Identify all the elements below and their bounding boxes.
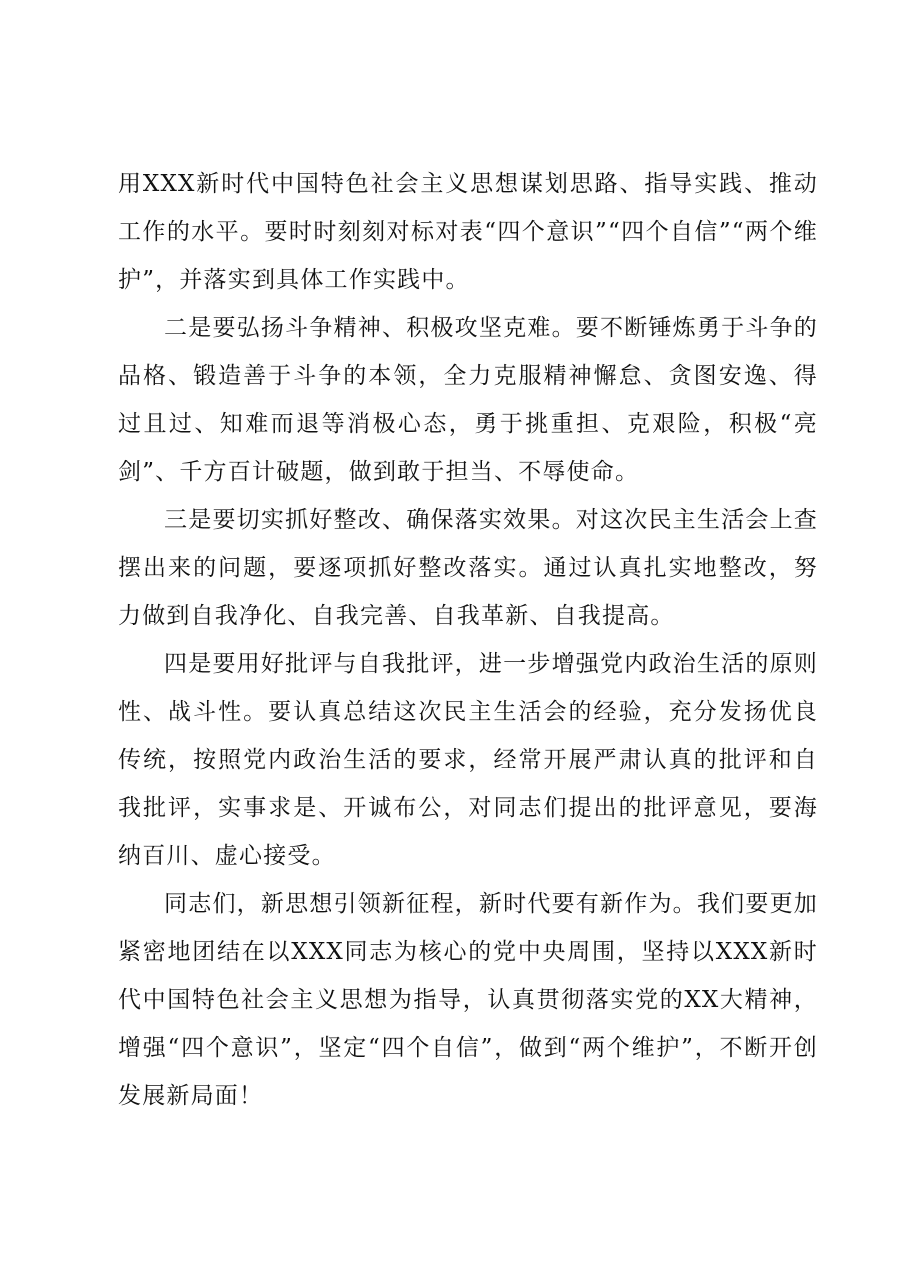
paragraph-continuation: 用XXX新时代中国特色社会主义思想谋划思路、指导实践、推动工作的水平。要时时刻刻对标对表“四个意识”“四个自信”“两个维护”，并落实到具体工作实践中。 [118, 171, 818, 293]
paragraph-point-two: 二是要弘扬斗争精神、积极攻坚克难。要不断锤炼勇于斗争的品格、锻造善于斗争的本领，全力克服精神懈怠、贪图安逸、得过且过、知难而退等消极心态，勇于挑重担、克艰险，积极“亮剑”、千方百计破题，做到敢于担当、不辱使命。 [118, 315, 818, 485]
document-body [118, 160, 818, 1120]
paragraph-point-three: 三是要切实抓好整改、确保落实效果。对这次民主生活会上查摆出来的问题，要逐项抓好整改落实。通过认真扎实地整改，努力做到自我净化、自我完善、自我革新、自我提高。 [118, 507, 818, 629]
paragraph-closing: 同志们，新思想引领新征程，新时代要有新作为。我们要更加紧密地团结在以XXX同志为核心的党中央周围，坚持以XXX新时代中国特色社会主义思想为指导，认真贯彻落实党的XX大精神，增强“四个意识”，坚定“四个自信”，做到“两个维护”，不断开创发展新局面！ [118, 891, 818, 1109]
paragraph-point-four: 四是要用好批评与自我批评，进一步增强党内政治生活的原则性、战斗性。要认真总结这次民主生活会的经验，充分发扬优良传统，按照党内政治生活的要求，经常开展严肃认真的批评和自我批评，实事求是、开诚布公，对同志们提出的批评意见，要海纳百川、虚心接受。 [118, 651, 818, 869]
